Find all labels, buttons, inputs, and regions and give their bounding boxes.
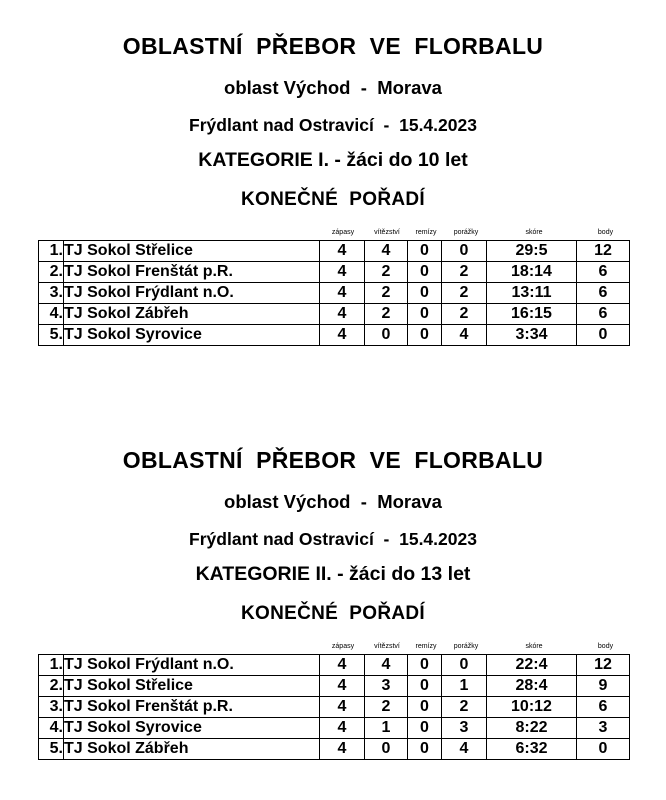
- wins-cell: 1: [365, 718, 408, 739]
- rank-cell: 1.: [39, 241, 64, 262]
- draws-cell: 0: [408, 304, 442, 325]
- column-headers: [0, 643, 666, 653]
- table-row: [39, 676, 630, 697]
- rank-cell: 3.: [39, 283, 64, 304]
- team-cell: TJ Sokol Zábřeh: [64, 739, 320, 760]
- header-skore: skóre: [525, 643, 543, 650]
- matches-cell: 4: [320, 655, 365, 676]
- header-vitezstvi: vítězství: [374, 643, 400, 650]
- team-cell: TJ Sokol Frýdlant n.O.: [64, 655, 320, 676]
- matches-cell: 4: [320, 676, 365, 697]
- score-cell: 10:12: [487, 697, 577, 718]
- score-cell: 6:32: [487, 739, 577, 760]
- points-cell: 12: [577, 241, 630, 262]
- score-cell: 16:15: [487, 304, 577, 325]
- points-cell: 6: [577, 283, 630, 304]
- draws-cell: 0: [408, 283, 442, 304]
- losses-cell: 2: [442, 283, 487, 304]
- matches-cell: 4: [320, 739, 365, 760]
- points-cell: 0: [577, 325, 630, 346]
- table-row: [39, 283, 630, 304]
- draws-cell: 0: [408, 718, 442, 739]
- losses-cell: 2: [442, 697, 487, 718]
- header-porazky: porážky: [453, 229, 479, 236]
- header-body: body: [597, 229, 614, 236]
- header-remizy: remízy: [415, 643, 437, 650]
- column-headers: [0, 229, 666, 239]
- header-remizy: remízy: [415, 229, 437, 236]
- score-cell: 22:4: [487, 655, 577, 676]
- wins-cell: 3: [365, 676, 408, 697]
- matches-cell: 4: [320, 697, 365, 718]
- losses-cell: 4: [442, 739, 487, 760]
- matches-cell: 4: [320, 241, 365, 262]
- team-cell: TJ Sokol Syrovice: [64, 325, 320, 346]
- losses-cell: 3: [442, 718, 487, 739]
- table-row: [39, 739, 630, 760]
- category-heading: KATEGORIE II. - žáci do 13 let: [195, 563, 471, 585]
- category-heading: KATEGORIE I. - žáci do 10 let: [198, 149, 468, 171]
- region-line: oblast Východ - Morava: [224, 77, 442, 98]
- score-cell: 28:4: [487, 676, 577, 697]
- draws-cell: 0: [408, 697, 442, 718]
- rank-cell: 4.: [39, 718, 64, 739]
- place-date-line: Frýdlant nad Ostravicí - 15.4.2023: [189, 115, 477, 135]
- header-body: body: [597, 643, 614, 650]
- losses-cell: 1: [442, 676, 487, 697]
- matches-cell: 4: [320, 325, 365, 346]
- rank-cell: 5.: [39, 739, 64, 760]
- wins-cell: 0: [365, 325, 408, 346]
- losses-cell: 0: [442, 241, 487, 262]
- points-cell: 6: [577, 262, 630, 283]
- table-row: [39, 325, 630, 346]
- score-cell: 13:11: [487, 283, 577, 304]
- points-cell: 0: [577, 739, 630, 760]
- final-standings-heading: KONEČNÉ POŘADÍ: [241, 603, 425, 624]
- score-cell: 3:34: [487, 325, 577, 346]
- region-line: oblast Východ - Morava: [224, 491, 442, 512]
- team-cell: TJ Sokol Frenštát p.R.: [64, 262, 320, 283]
- points-cell: 6: [577, 304, 630, 325]
- losses-cell: 2: [442, 304, 487, 325]
- rank-cell: 2.: [39, 262, 64, 283]
- wins-cell: 4: [365, 241, 408, 262]
- header-vitezstvi: vítězství: [374, 229, 400, 236]
- matches-cell: 4: [320, 283, 365, 304]
- points-cell: 12: [577, 655, 630, 676]
- team-cell: TJ Sokol Frýdlant n.O.: [64, 283, 320, 304]
- header-zapasy: zápasy: [331, 229, 355, 236]
- rank-cell: 2.: [39, 676, 64, 697]
- draws-cell: 0: [408, 676, 442, 697]
- team-cell: TJ Sokol Střelice: [64, 241, 320, 262]
- wins-cell: 2: [365, 304, 408, 325]
- table-row: [39, 655, 630, 676]
- wins-cell: 2: [365, 283, 408, 304]
- team-cell: TJ Sokol Frenštát p.R.: [64, 697, 320, 718]
- wins-cell: 2: [365, 262, 408, 283]
- header-zapasy: zápasy: [331, 643, 355, 650]
- rank-cell: 5.: [39, 325, 64, 346]
- header-skore: skóre: [525, 229, 543, 236]
- points-cell: 9: [577, 676, 630, 697]
- draws-cell: 0: [408, 325, 442, 346]
- wins-cell: 0: [365, 739, 408, 760]
- final-standings-heading: KONEČNÉ POŘADÍ: [241, 189, 425, 210]
- team-cell: TJ Sokol Syrovice: [64, 718, 320, 739]
- draws-cell: 0: [408, 262, 442, 283]
- score-cell: 8:22: [487, 718, 577, 739]
- draws-cell: 0: [408, 739, 442, 760]
- wins-cell: 4: [365, 655, 408, 676]
- draws-cell: 0: [408, 241, 442, 262]
- rank-cell: 4.: [39, 304, 64, 325]
- matches-cell: 4: [320, 718, 365, 739]
- rank-cell: 3.: [39, 697, 64, 718]
- score-cell: 18:14: [487, 262, 577, 283]
- points-cell: 6: [577, 697, 630, 718]
- standings-table: [38, 654, 630, 760]
- matches-cell: 4: [320, 304, 365, 325]
- header-porazky: porážky: [453, 643, 479, 650]
- team-cell: TJ Sokol Střelice: [64, 676, 320, 697]
- standings-table: [38, 240, 630, 346]
- table-row: [39, 697, 630, 718]
- table-row: [39, 262, 630, 283]
- wins-cell: 2: [365, 697, 408, 718]
- losses-cell: 2: [442, 262, 487, 283]
- losses-cell: 0: [442, 655, 487, 676]
- losses-cell: 4: [442, 325, 487, 346]
- table-row: [39, 241, 630, 262]
- place-date-line: Frýdlant nad Ostravicí - 15.4.2023: [189, 529, 477, 549]
- points-cell: 3: [577, 718, 630, 739]
- team-cell: TJ Sokol Zábřeh: [64, 304, 320, 325]
- document-title: OBLASTNÍ PŘEBOR VE FLORBALU: [122, 33, 544, 59]
- table-row: [39, 718, 630, 739]
- table-row: [39, 304, 630, 325]
- matches-cell: 4: [320, 262, 365, 283]
- document-title: OBLASTNÍ PŘEBOR VE FLORBALU: [122, 447, 544, 473]
- rank-cell: 1.: [39, 655, 64, 676]
- score-cell: 29:5: [487, 241, 577, 262]
- draws-cell: 0: [408, 655, 442, 676]
